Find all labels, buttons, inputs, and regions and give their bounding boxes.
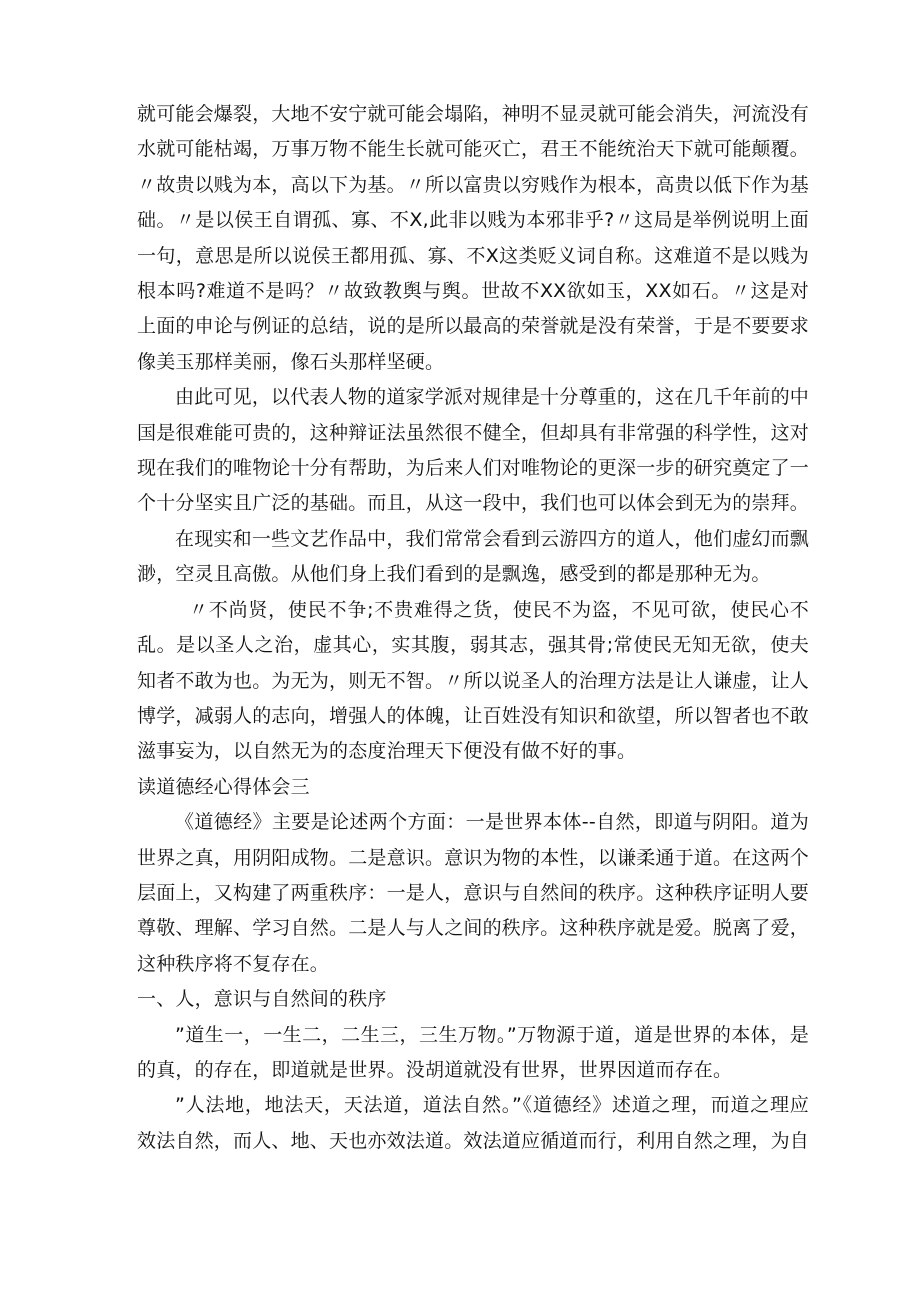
paragraph-sage-governance: 〃不尚贤，使民不争;不贵难得之货，使民不为盗，不见可欲，使民心不乱。是以圣人之治，虚其心，实其腹，弱其志，强其骨;常使民无知无欲，使夫知者不敢为也。为无为，则无不智。〃所以说圣人的治理方法是让人谦虚，让人博学，减弱人的志向，增强人的体魄，让百姓没有知识和欲望，所以智者也不敢滋事妄为，以自然无为的态度治理天下便没有做不好的事。	[137, 598, 810, 763]
paragraph-two-aspects: 《道德经》主要是论述两个方面：一是世界本体--自然，即道与阴阳。道为世界之真，用阴阳成物。二是意识。意识为物的本性，以谦柔通于道。在这两个层面上，又构建了两重秩序：一是人，意识与自然间的秩序。这种秩序证明人要尊敬、理解、学习自然。二是人与人之间的秩序。这种秩序就是爱。脱离了爱，这种秩序将不复存在。	[137, 811, 810, 975]
paragraph-taoist-image: 在现实和一些文艺作品中，我们常常会看到云游四方的道人，他们虚幻而飘渺，空灵且高傲。从他们身上我们看到的是飘逸，感受到的都是那种无为。	[137, 527, 809, 586]
paragraph-dialectics-summary: 由此可见，以代表人物的道家学派对规律是十分尊重的，这在几千年前的中国是很难能可贵的，这种辩证法虽然很不健全，但却具有非常强的科学性，这对现在我们的唯物论十分有帮助，为后来人们对唯物论的更深一步的研究奠定了一个十分坚实且广泛的基础。而且，从这一段中，我们也可以体会到无为的崇拜。	[137, 386, 810, 515]
paragraph-dao-follows-nature: ”人法地，地法天，天法道，道法自然。”《道德经》述道之理，而道之理应效法自然，而人、地、天也亦效法道。效法道应循道而行，利用自然之理，为自	[137, 1094, 810, 1152]
document-body	[137, 97, 809, 1159]
section-heading: 读道德经心得体会三	[137, 775, 310, 798]
subsection-heading: 一、人，意识与自然间的秩序	[137, 988, 387, 1011]
paragraph-dao-origin: ”道生一，一生二，二生三，三生万物。”万物源于道，道是世界的本体，是的真，的存在，即道就是世界。没胡道就没有世界，世界因道而存在。	[137, 1023, 809, 1081]
paragraph-explanation-lines: 就可能会爆裂，大地不安宁就可能会塌陷，神明不显灵就可能会消失，河流没有水就可能枯竭，万事万物不能生长就可能灭亡，君王不能统治天下就可能颠覆。〃故贵以贱为本，高以下为基。〃所以富贵以穷贱作为根本，高贵以低下作为基础。〃是以侯王自谓孤、寡、不X,此非以贱为本邪非乎?〃这局是举例说明上面一句，意思是所以说侯王都用孤、寡、不X这类贬义词自称。这难道不是以贱为根本吗?难道不是吗？〃故致教舆与舆。世故不XX欲如玉，XX如石。〃这是对上面的申论与例证的总结，说的是所以最高的荣誉就是没有荣誉，于是不要要求像美玉那样美丽，像石头那样坚硬。	[137, 103, 810, 373]
